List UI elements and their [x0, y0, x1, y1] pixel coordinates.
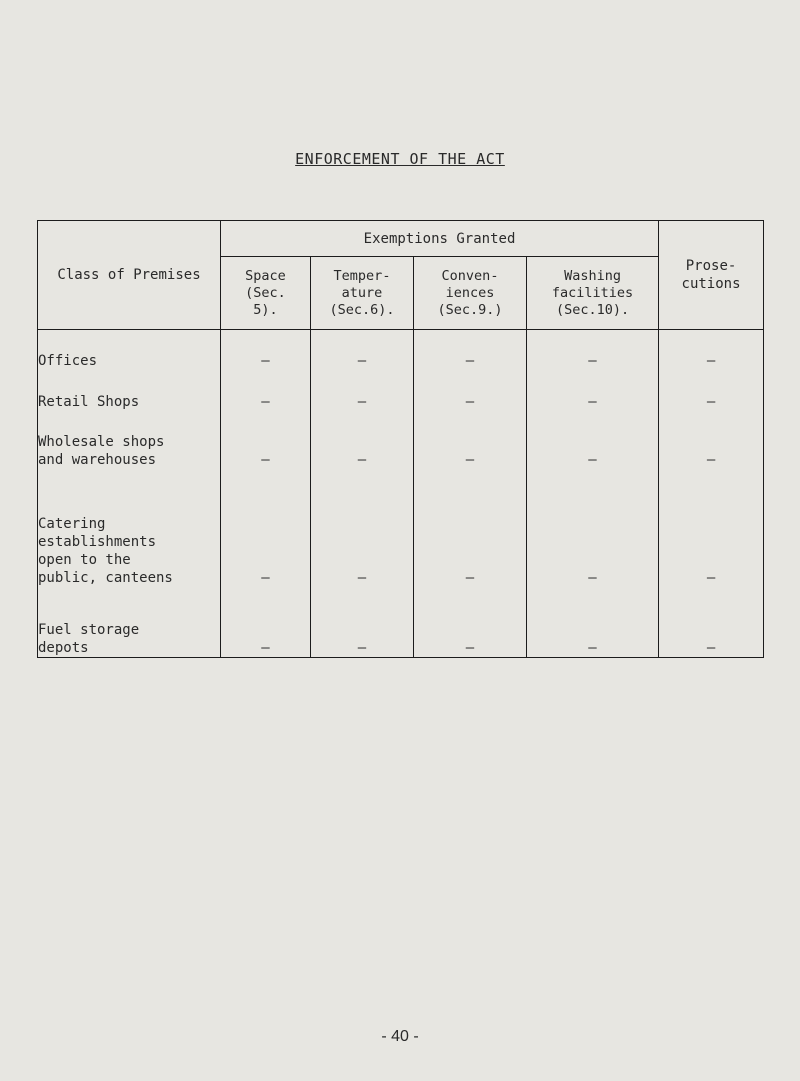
exemptions-table: [37, 220, 764, 658]
row-label: Wholesale shops and warehouses: [38, 411, 221, 468]
row-label: Offices: [38, 330, 221, 370]
washing-cell: –: [527, 330, 659, 370]
prosecutions-cell: –: [659, 411, 764, 468]
conveniences-cell: –: [414, 587, 527, 658]
prosecutions-cell: –: [659, 587, 764, 658]
space-cell: –: [221, 469, 311, 587]
table-row: [38, 469, 764, 587]
prosecutions-cell: –: [659, 330, 764, 370]
conveniences-cell: –: [414, 330, 527, 370]
page-number: - 40 -: [381, 1028, 419, 1045]
space-cell: –: [221, 587, 311, 658]
temperature-header: Temper- ature (Sec.6).: [311, 257, 414, 330]
temperature-cell: –: [311, 469, 414, 587]
table-row: [38, 411, 764, 468]
temperature-cell: –: [311, 587, 414, 658]
space-header: Space (Sec. 5).: [221, 257, 311, 330]
class-of-premises-header: Class of Premises: [38, 221, 221, 330]
prosecutions-cell: –: [659, 370, 764, 412]
table-row: [38, 587, 764, 658]
prosecutions-cell: –: [659, 469, 764, 587]
space-cell: –: [221, 370, 311, 412]
washing-cell: –: [527, 587, 659, 658]
washing-cell: –: [527, 411, 659, 468]
washing-cell: –: [527, 469, 659, 587]
conveniences-cell: –: [414, 469, 527, 587]
temperature-cell: –: [311, 411, 414, 468]
row-label: Fuel storage depots: [38, 587, 221, 658]
page-title: ENFORCEMENT OF THE ACT: [295, 150, 505, 168]
temperature-cell: –: [311, 330, 414, 370]
prosecutions-header: Prose- cutions: [659, 221, 764, 330]
conveniences-cell: –: [414, 370, 527, 412]
conveniences-cell: –: [414, 411, 527, 468]
washing-cell: –: [527, 370, 659, 412]
table-row: [38, 370, 764, 412]
temperature-cell: –: [311, 370, 414, 412]
row-label: Catering establishments open to the public, canteens: [38, 469, 221, 587]
table-row: [38, 330, 764, 370]
exemptions-granted-header: Exemptions Granted: [221, 221, 659, 257]
row-label: Retail Shops: [38, 370, 221, 412]
space-cell: –: [221, 330, 311, 370]
conveniences-header: Conven- iences (Sec.9.): [414, 257, 527, 330]
space-cell: –: [221, 411, 311, 468]
washing-facilities-header: Washing facilities (Sec.10).: [527, 257, 659, 330]
